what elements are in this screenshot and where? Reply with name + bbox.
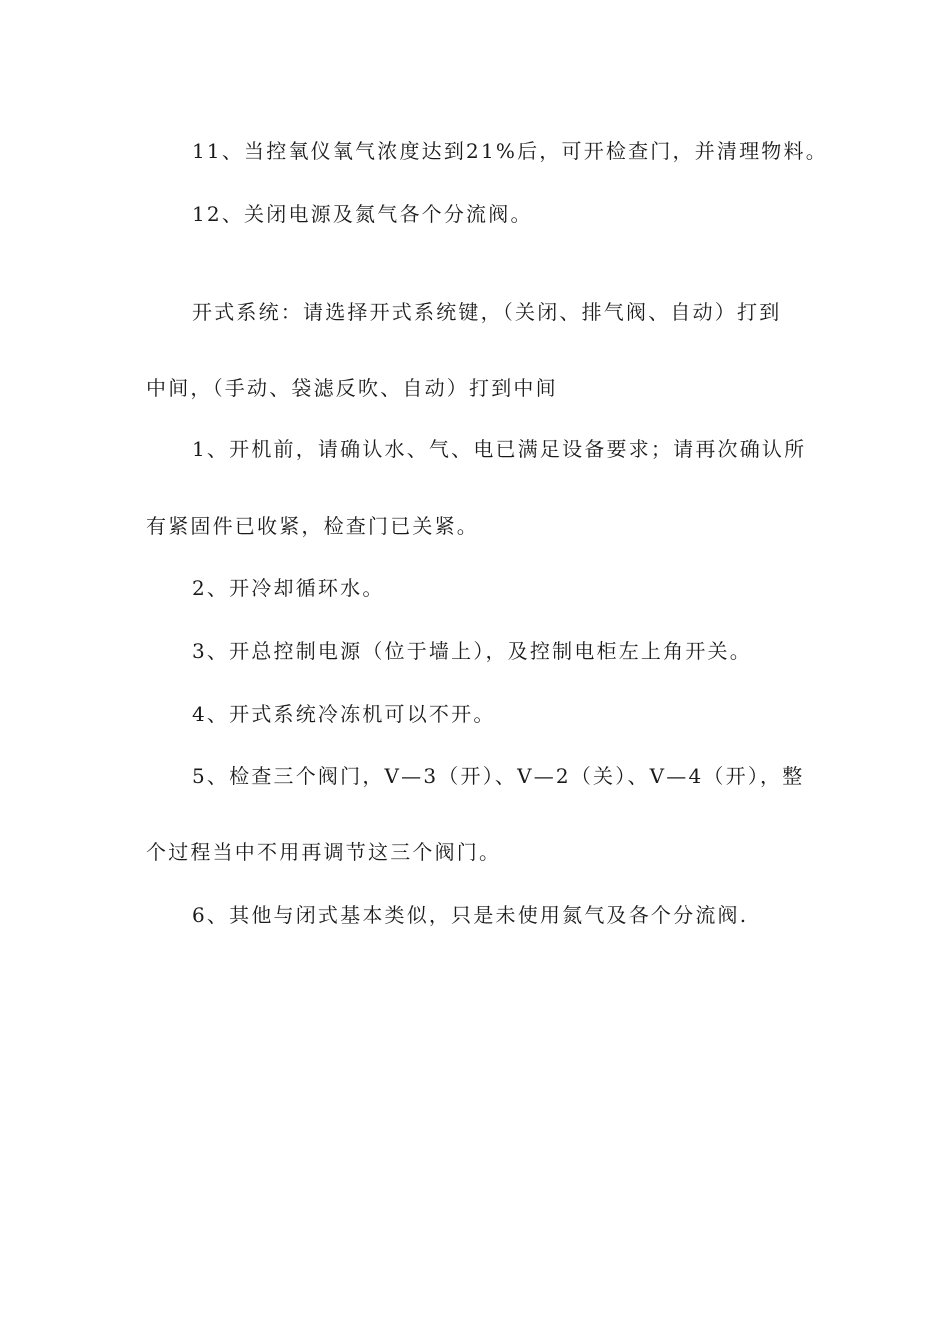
open-step-1-line-2: 有紧固件已收紧，检查门已关紧。 [146, 514, 479, 538]
step-12-text: 12、关闭电源及氮气各个分流阀。 [192, 202, 533, 226]
open-step-4-text: 4、开式系统冷冻机可以不开。 [192, 702, 496, 726]
open-step-5-line-2: 个过程当中不用再调节这三个阀门。 [146, 840, 502, 864]
open-system-heading-line-2: 中间，（手动、袋滤反吹、自动）打到中间 [146, 376, 558, 400]
open-step-1-line-1: 1、开机前，请确认水、气、电已满足设备要求；请再次确认所 [192, 437, 807, 461]
step-11-text: 11、当控氧仪氧气浓度达到21%后，可开检查门，并清理物料。 [192, 139, 828, 163]
open-step-3-text: 3、开总控制电源（位于墙上），及控制电柜左上角开关。 [192, 639, 752, 663]
open-step-2-text: 2、开冷却循环水。 [192, 576, 385, 600]
open-step-5-line-1: 5、检查三个阀门，V—3（开）、V—2（关）、V—4（开），整 [192, 764, 805, 788]
open-system-heading-line-1: 开式系统：请选择开式系统键，（关闭、排气阀、自动）打到 [192, 300, 782, 324]
open-step-6-text: 6、其他与闭式基本类似，只是未使用氮气及各个分流阀. [192, 903, 749, 927]
